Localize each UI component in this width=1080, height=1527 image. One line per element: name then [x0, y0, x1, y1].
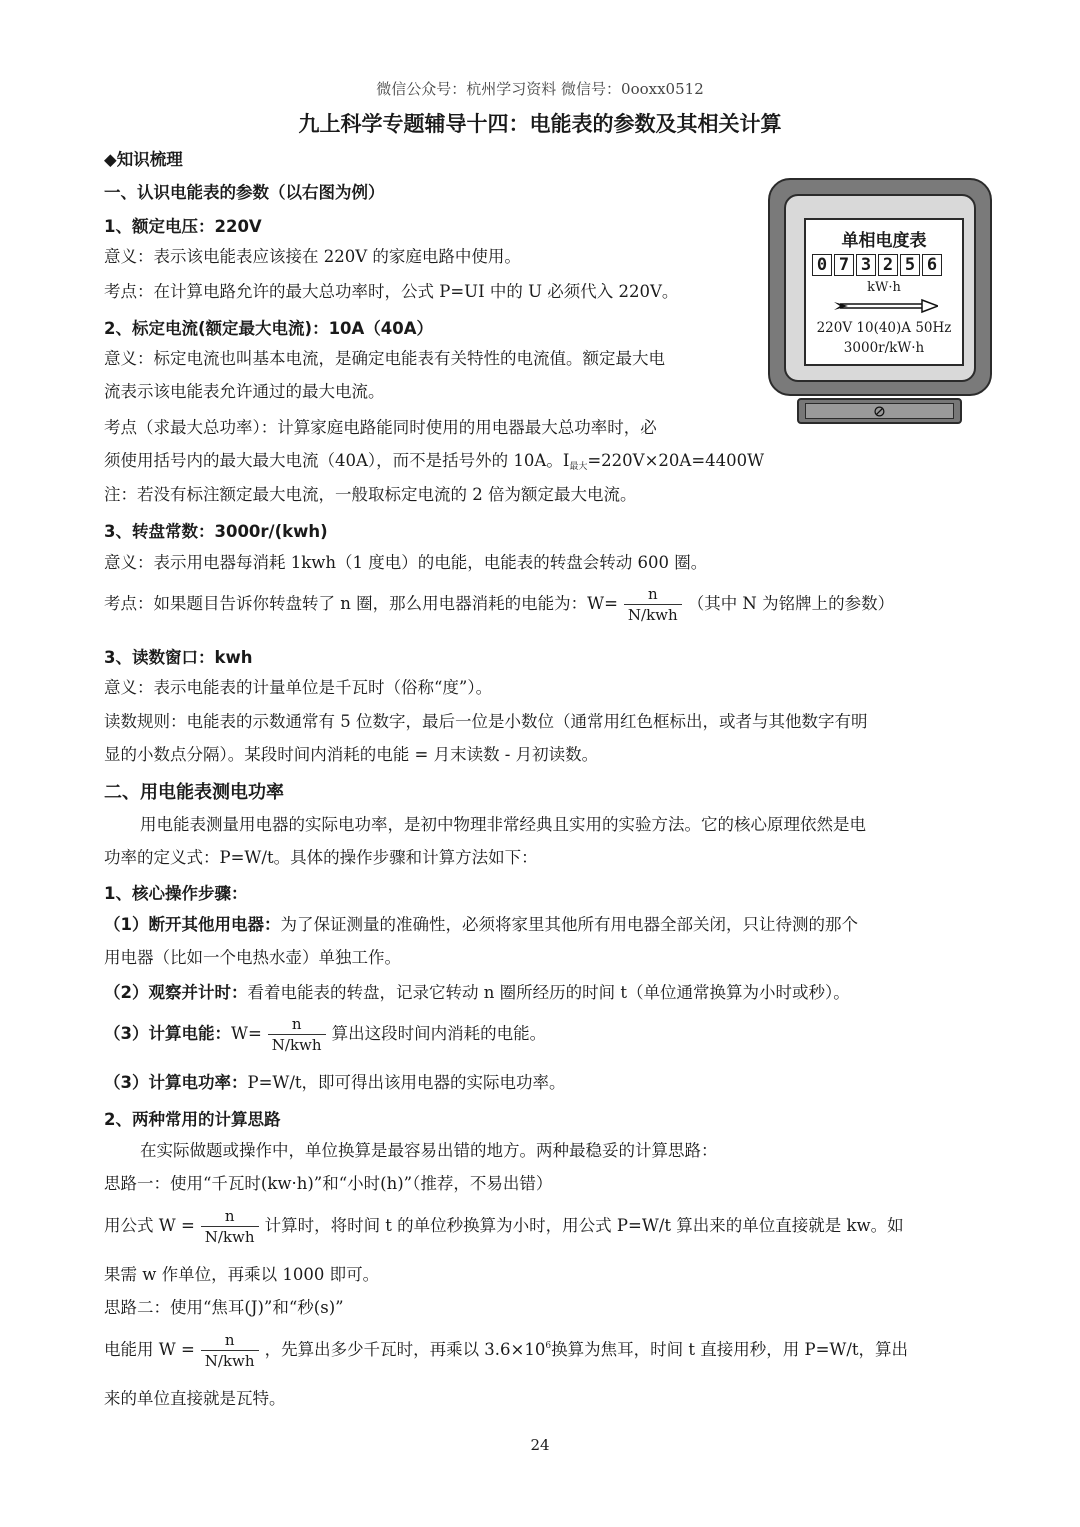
reading-rule-2: 显的小数点分隔）。某段时间内消耗的电能 = 月末读数 - 月初读数。: [104, 745, 599, 764]
section2-heading: 二、用电能表测电功率: [104, 782, 284, 803]
page-number: 24: [530, 1436, 550, 1454]
meter-digit: 5: [900, 254, 920, 276]
rated-voltage-point: 考点：在计算电路允许的最大总功率时，公式 P=UI 中的 U 必须代入 220V。: [104, 282, 679, 301]
meter-digit: 3: [856, 254, 876, 276]
meter-digit: 7: [834, 254, 854, 276]
wechat-header: 微信公众号：杭州学习资料 微信号：0ooxx0512: [376, 80, 704, 98]
rated-current-point-2: [104, 450, 764, 478]
section1-heading: 一、认识电能表的参数（以右图为例）: [104, 183, 385, 202]
rated-current-note: 注：若没有标注额定最大电流，一般取标定电流的 2 倍为额定最大电流。: [104, 485, 637, 504]
method-1-line-2: 果需 w 作单位，再乘以 1000 即可。: [104, 1265, 380, 1284]
reading-window-heading: 3、读数窗口：kwh: [104, 648, 253, 667]
method-2-line-2: 来的单位直接就是瓦特。: [104, 1389, 286, 1408]
electric-meter-illustration: [768, 178, 992, 396]
meter-rating: 220V 10(40)A 50Hz: [816, 320, 952, 336]
meter-digits: [812, 254, 944, 276]
meter-digit: 0: [812, 254, 832, 276]
slash-circle-icon: ⊘: [872, 401, 887, 421]
max-subscript: 最大: [569, 462, 588, 472]
steps-heading: 1、核心操作步骤：: [104, 884, 248, 903]
reading-rule-1: 读数规则：电能表的示数通常有 5 位数字，最后一位是小数位（通常用红色框标出，或者与其他数字有明: [104, 712, 868, 731]
arrow-icon: [834, 298, 938, 314]
rated-current-point-2a: 须使用括号内的最大最大电流（40A），而不是括号外的 10A。I: [104, 451, 570, 470]
meter-unit: kW·h: [867, 280, 901, 295]
step-1: （1）断开其他用电器：为了保证测量的准确性，必须将家里其他所有用电器全部关闭，只让待测的那个: [104, 915, 858, 934]
meter-face: [804, 218, 964, 366]
section2-intro-1: 用电能表测量用电器的实际电功率，是初中物理非常经典且实用的实验方法。它的核心原理依然是电: [140, 815, 866, 834]
disc-constant-heading: 3、转盘常数：3000r/(kwh): [104, 522, 328, 541]
step-2: （2）观察并计时：看着电能表的转盘，记录它转动 n 圈所经历的时间 t（单位通常换算为小时或秒）。: [104, 983, 850, 1002]
meter-title: 单相电度表: [841, 231, 927, 251]
rated-current-point-1: 考点（求最大总功率）：计算家庭电路能同时使用的用电器最大总功率时，必: [104, 418, 657, 437]
step-1-cont: 用电器（比如一个电热水壶）单独工作。: [104, 948, 401, 967]
meter-digit: 2: [878, 254, 898, 276]
energy-fraction-2: $\frac{n}{\text{N/kwh}}$: [268, 1014, 326, 1055]
knowledge-label: ◆知识梳理: [104, 150, 183, 169]
disc-constant-point-a: 考点：如果题目告诉你转盘转了 n 圈，那么用电器消耗的电能为：W=: [104, 594, 618, 613]
method-2-heading: 思路二：使用“焦耳(J)”和“秒(s)”: [104, 1298, 344, 1317]
energy-fraction-1: $\frac{n}{\text{N/kwh}}$: [624, 584, 682, 625]
rated-voltage-heading: 1、额定电压：220V: [104, 217, 262, 236]
method-1-heading: 思路一：使用“千瓦时(kw·h)”和“小时(h)”（推荐，不易出错）: [104, 1174, 553, 1193]
step-3: （3）计算电能：W= $\frac{n}{\text{N/kwh}}$ 算出这段时间内消耗的电能。: [104, 1015, 547, 1054]
method-1-line-1: 用公式 W = $\frac{n}{\text{N/kwh}}$ 计算时，将时间 t 的单位秒换算为小时，用公式 P=W/t 算出来的单位直接就是 kw。如: [104, 1207, 904, 1246]
meter-constant: 3000r/kW·h: [843, 340, 925, 356]
reading-window-meaning: 意义：表示电能表的计量单位是千瓦时（俗称“度”）。: [104, 678, 493, 697]
rated-current-meaning-2: 流表示该电能表允许通过的最大电流。: [104, 382, 385, 401]
disc-constant-meaning: 意义：表示用电器每消耗 1kwh（1 度电）的电能，电能表的转盘会转动 600 圈。: [104, 553, 708, 572]
methods-intro: 在实际做题或操作中，单位换算是最容易出错的地方。两种最稳妥的计算思路：: [140, 1141, 718, 1160]
rated-current-point-2b: =220V×20A=4400W: [587, 451, 765, 470]
rated-current-meaning-1: 意义：标定电流也叫基本电流，是确定电能表有关特性的电流值。额定最大电: [104, 349, 665, 368]
meter-digit: 6: [922, 254, 942, 276]
energy-fraction-3: $\frac{n}{\text{N/kwh}}$: [201, 1206, 259, 1247]
disc-constant-point-b: （其中 N 为铭牌上的参数）: [687, 594, 895, 613]
step-4: （3）计算电功率：P=W/t，即可得出该用电器的实际电功率。: [104, 1073, 566, 1092]
rated-voltage-meaning: 意义：表示该电能表应该接在 220V 的家庭电路中使用。: [104, 247, 521, 266]
rated-current-heading: 2、标定电流(额定最大电流)：10A（40A）: [104, 319, 434, 338]
page-title: 九上科学专题辅导十四：电能表的参数及其相关计算: [298, 111, 782, 136]
meter-base: [797, 398, 962, 424]
section2-intro-2: 功率的定义式：P=W/t。具体的操作步骤和计算方法如下：: [104, 848, 538, 867]
method-2-line-1: 电能用 W = $\frac{n}{\text{N/kwh}}$ ，先算出多少千瓦时，再乘以 $3.6\times 10^6$换算为焦耳，时间 t 直接用秒，用 P=W/t，算出: [104, 1331, 909, 1370]
methods-heading: 2、两种常用的计算思路: [104, 1110, 281, 1129]
disc-constant-point: [104, 584, 894, 625]
energy-fraction-4: $\frac{n}{\text{N/kwh}}$: [201, 1330, 259, 1371]
